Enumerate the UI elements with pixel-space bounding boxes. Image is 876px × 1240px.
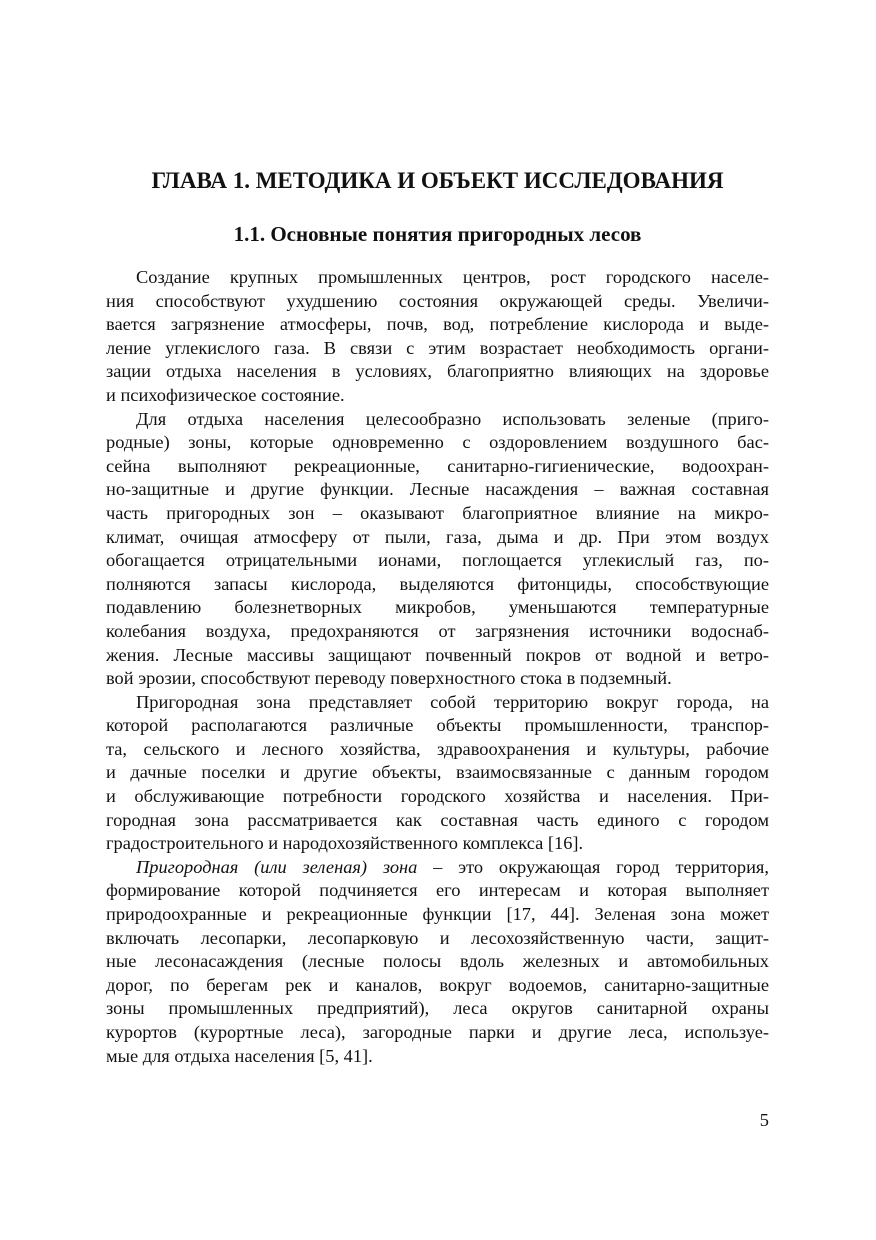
book-page: [106, 0, 769, 1240]
paragraph: [106, 266, 769, 408]
text-line: сейна выполняют рекреационные, санитарно-гигиенические, водоохран-: [106, 455, 769, 476]
text-line: формирование которой подчиняется его интересам и которая выполняет: [106, 880, 769, 901]
text-line: колебания воздуха, предохраняются от загрязнения источники водоснаб-: [106, 620, 769, 641]
text-line: вается загрязнение атмосферы, почв, вод, потребление кислорода и выде-: [106, 314, 769, 335]
text-line: [106, 856, 769, 880]
text-line: ные лесонасаждения (лесные полосы вдоль железных и автомобильных: [106, 951, 769, 972]
text-line: которой располагаются различные объекты промышленности, транспор-: [106, 715, 769, 736]
text-line: ление углекислого газа. В связи с этим возрастает необходимость органи-: [106, 337, 769, 358]
term-italic: Пригородная (или зеленая) зона: [136, 856, 418, 877]
text-line: часть пригородных зон – оказывают благоприятное влияние на микро-: [106, 502, 769, 523]
page-number: 5: [759, 1110, 769, 1130]
text-line: курортов (курортные леса), загородные парки и другие леса, используе-: [106, 1022, 769, 1042]
text-line: Создание крупных промышленных центров, рост городского населе-: [136, 267, 769, 287]
text-line: градостроительного и народохозяйственного комплекса [16].: [106, 833, 584, 854]
text-line: вой эрозии, способствуют переводу поверхностного стока в подземный.: [106, 668, 672, 689]
text-line: и дачные поселки и другие объекты, взаимосвязанные с данным городом: [106, 762, 769, 783]
text-line: дорог, по берегам рек и каналов, вокруг водоемов, санитарно-защитные: [106, 974, 769, 995]
text-line: Для отдыха населения целесообразно использовать зеленые (приго-: [136, 408, 769, 429]
text-line: и психофизическое состояние.: [106, 384, 345, 405]
text-line: климат, очищая атмосферу от пыли, газа, дыма и др. При этом воздух: [106, 526, 769, 547]
text-line: городная зона рассматривается как составная часть единого с городом: [106, 809, 769, 830]
text-line: родные) зоны, которые одновременно с оздоровлением воздушного бас-: [106, 432, 769, 453]
text-fragment: – это окружающая город территория,: [417, 856, 769, 877]
paragraph: [106, 408, 769, 691]
text-line: ния способствуют ухудшению состояния окружающей среды. Увеличи-: [106, 290, 769, 311]
text-line: полняются запасы кислорода, выделяются фитонциды, способствующие: [106, 573, 769, 594]
body-text: [106, 266, 769, 1068]
section-title: 1.1. Основные понятия пригородных лесов: [233, 222, 642, 246]
text-line: природоохранные и рекреационные функции [17, 44]. Зеленая зона может: [106, 904, 769, 925]
paragraph: [106, 856, 769, 1068]
chapter-title: ГЛАВА 1. МЕТОДИКА И ОБЪЕКТ ИССЛЕДОВАНИЯ: [151, 168, 724, 193]
text-line: зоны промышленных предприятий), леса округов санитарной охраны: [106, 998, 769, 1019]
text-line: та, сельского и лесного хозяйства, здравоохранения и культуры, рабочие: [106, 738, 769, 759]
text-line: Пригородная зона представляет собой территорию вокруг города, на: [136, 691, 769, 712]
text-line: и обслуживающие потребности городского хозяйства и населения. При-: [106, 786, 769, 807]
paragraph: [106, 691, 769, 856]
text-line: жения. Лесные массивы защищают почвенный покров от водной и ветро-: [106, 644, 769, 665]
text-line: но-защитные и другие функции. Лесные насаждения – важная составная: [106, 479, 769, 500]
text-line: подавлению болезнетворных микробов, уменьшаются температурные: [106, 597, 769, 618]
text-line: обогащается отрицательными ионами, поглощается углекислый газ, по-: [106, 550, 769, 571]
text-line: зации отдыха населения в условиях, благоприятно влияющих на здоровье: [106, 361, 769, 382]
text-line: включать лесопарки, лесопарковую и лесохозяйственную части, защит-: [106, 927, 769, 948]
text-line: мые для отдыха населения [5, 41].: [106, 1045, 373, 1066]
